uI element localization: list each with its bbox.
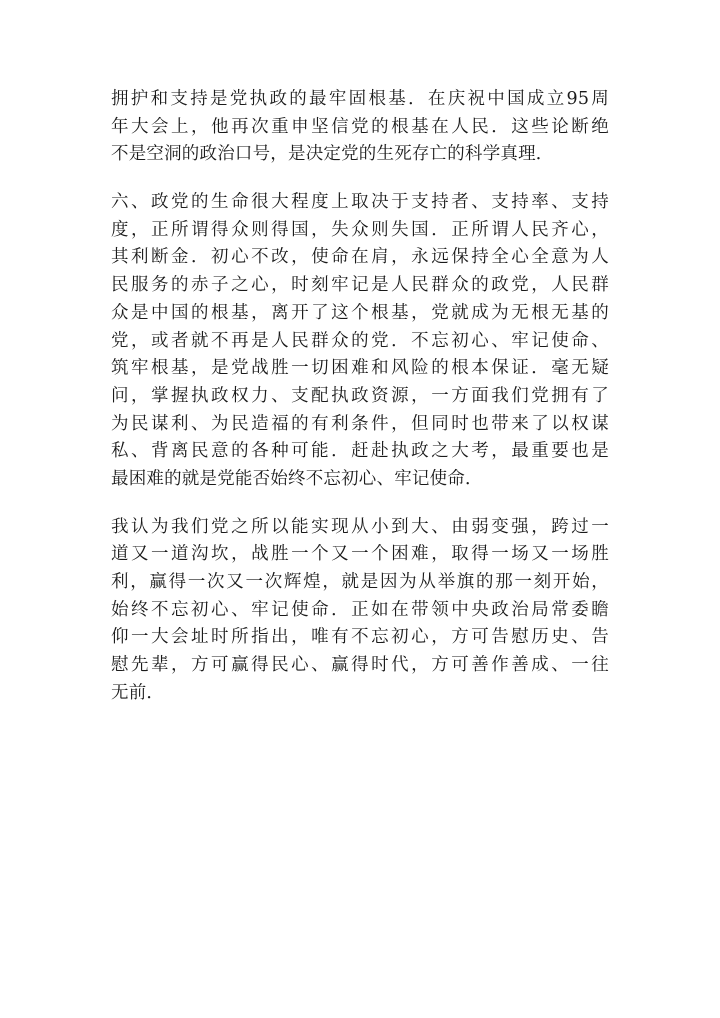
text-line: 利，赢得一次又一次辉煌，就是因为从举旗的那一刻开始， (111, 572, 609, 592)
text-line: 其利断金．初心不改，使命在肩，永远保持全心全意为人 (111, 247, 609, 268)
text-line: 不是空洞的政治口号，是决定党的生死存亡的科学真理． (111, 144, 554, 165)
text-line: 度，正所谓得众则得国，失众则失国．正所谓人民齐心， (111, 219, 609, 240)
text-line: 为民谋利、为民造福的有利条件，但同时也带来了以权谋 (111, 413, 609, 434)
text-line: 无前． (111, 682, 165, 703)
text-line: 众是中国的根基，离开了这个根基，党就成为无根无基的 (111, 302, 609, 323)
text-line: 慰先辈，方可赢得民心、赢得时代，方可善作善成、一往 (111, 655, 609, 676)
text-line: 我认为我们党之所以能实现从小到大、由弱变强，跨过一 (111, 516, 609, 537)
text-line: 始终不忘初心、牢记使命．正如在带领中央政治局常委瞻 (111, 599, 609, 620)
text-line: 道又一道沟坎，战胜一个又一个困难，取得一场又一场胜 (111, 544, 609, 565)
text-line: 私、背离民意的各种可能．赶赴执政之大考，最重要也是 (111, 441, 609, 462)
text-line: 问，掌握执政权力、支配执政资源，一方面我们党拥有了 (111, 385, 609, 406)
paragraph-3 (111, 514, 609, 708)
text-line: 筑牢根基，是党战胜一切困难和风险的根本保证．毫无疑 (111, 358, 609, 379)
paragraph-2 (111, 189, 609, 494)
text-line: 最困难的就是党能否始终不忘初心、牢记使命． (111, 468, 483, 489)
text-line: 六、政党的生命很大程度上取决于支持者、支持率、支持 (111, 192, 609, 213)
paragraph-1 (111, 86, 609, 169)
text-line: 党，或者就不再是人民群众的党．不忘初心、牢记使命、 (111, 330, 609, 351)
text-line: 拥护和支持是党执政的最牢固根基．在庆祝中国成立95周 (111, 89, 609, 109)
text-line: 民服务的赤子之心，时刻牢记是人民群众的政党，人民群 (111, 275, 609, 296)
document-page (111, 86, 609, 727)
text-line: 仰一大会址时所指出，唯有不忘初心，方可告慰历史、告 (111, 627, 609, 648)
text-line: 年大会上，他再次重申坚信党的根基在人民．这些论断绝 (111, 116, 609, 137)
